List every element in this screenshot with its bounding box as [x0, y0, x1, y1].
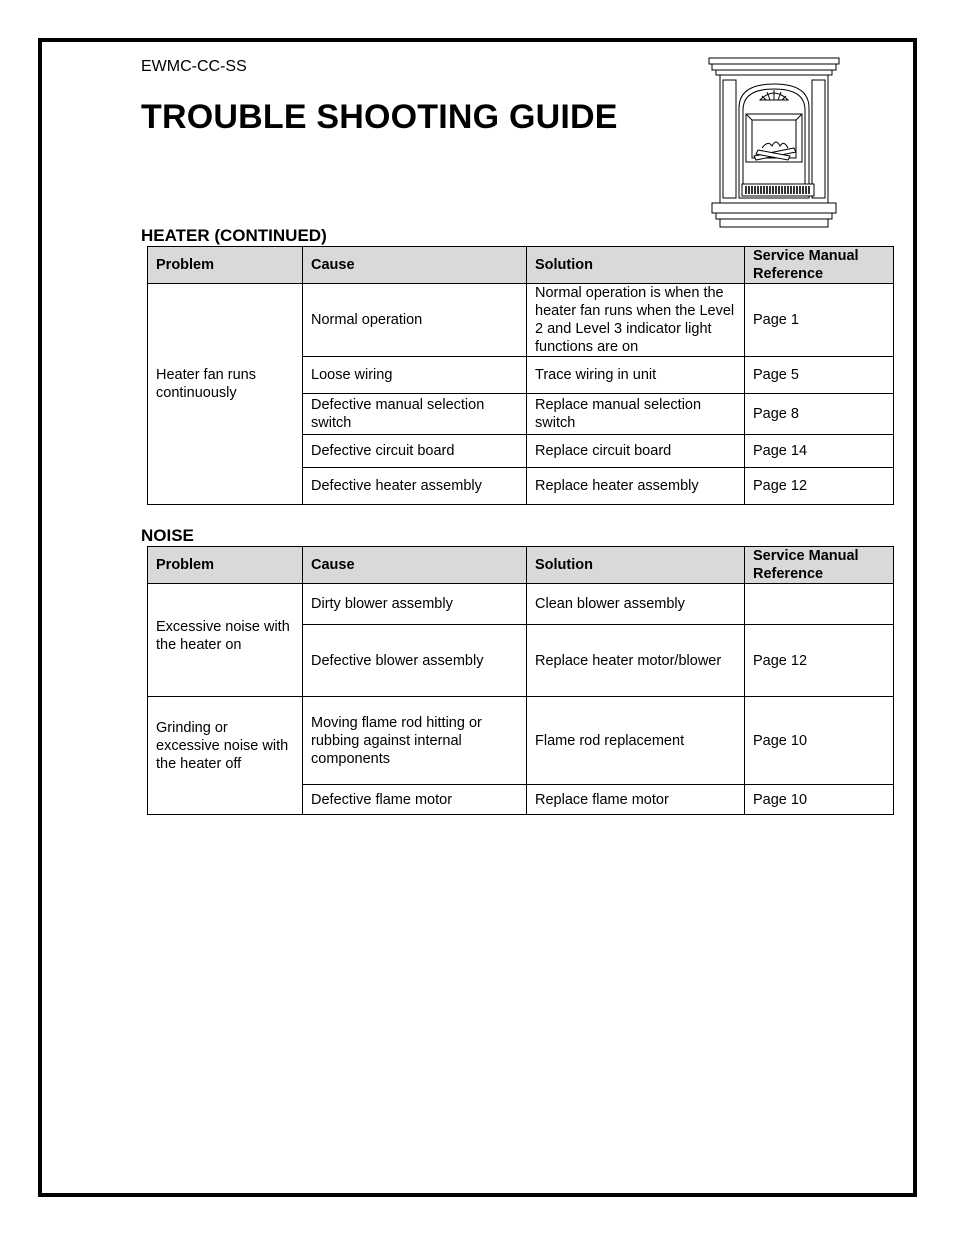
problem-cell: Grinding or excessive noise with the heater off [148, 697, 303, 815]
reference-cell: Page 10 [745, 785, 894, 815]
cause-cell: Defective flame motor [303, 785, 527, 815]
reference-cell: Page 14 [745, 435, 894, 468]
column-header-problem: Problem [148, 247, 303, 284]
problem-cell: Heater fan runs continuously [148, 284, 303, 505]
cause-cell: Normal operation [303, 284, 527, 357]
page-title: TROUBLE SHOOTING GUIDE [141, 98, 618, 136]
cause-cell: Loose wiring [303, 357, 527, 394]
solution-cell: Normal operation is when the heater fan runs when the Level 2 and Level 3 indicator light functions are on [527, 284, 745, 357]
cause-cell: Defective heater assembly [303, 468, 527, 505]
cause-cell: Defective manual selection switch [303, 394, 527, 435]
reference-cell: Page 12 [745, 625, 894, 697]
reference-cell: Page 10 [745, 697, 894, 785]
reference-cell: Page 8 [745, 394, 894, 435]
noise-section-title: NOISE [141, 526, 194, 545]
solution-cell: Replace circuit board [527, 435, 745, 468]
column-header-cause: Cause [303, 247, 527, 284]
solution-cell: Replace heater assembly [527, 468, 745, 505]
table-header-row [148, 247, 894, 284]
cause-cell: Moving flame rod hitting or rubbing against internal components [303, 697, 527, 785]
model-number: EWMC-CC-SS [141, 58, 247, 75]
column-header-solution: Solution [527, 247, 745, 284]
column-header-solution: Solution [527, 547, 745, 584]
reference-cell: Page 12 [745, 468, 894, 505]
reference-cell [745, 584, 894, 625]
heater-troubleshooting-table [147, 246, 894, 505]
table-row [148, 284, 894, 357]
problem-cell: Excessive noise with the heater on [148, 584, 303, 697]
noise-troubleshooting-table [147, 546, 894, 815]
heater-section-title: HEATER (CONTINUED) [141, 226, 327, 245]
solution-cell: Trace wiring in unit [527, 357, 745, 394]
column-header-problem: Problem [148, 547, 303, 584]
electric-fireplace-illustration [706, 56, 842, 230]
cause-cell: Defective blower assembly [303, 625, 527, 697]
solution-cell: Replace flame motor [527, 785, 745, 815]
cause-cell: Defective circuit board [303, 435, 527, 468]
cause-cell: Dirty blower assembly [303, 584, 527, 625]
table-row [148, 584, 894, 625]
column-header-reference: Service Manual Reference [745, 247, 894, 284]
column-header-reference: Service Manual Reference [745, 547, 894, 584]
table-row [148, 697, 894, 785]
solution-cell: Replace heater motor/blower [527, 625, 745, 697]
column-header-cause: Cause [303, 547, 527, 584]
reference-cell: Page 5 [745, 357, 894, 394]
table-header-row [148, 547, 894, 584]
solution-cell: Clean blower assembly [527, 584, 745, 625]
solution-cell: Flame rod replacement [527, 697, 745, 785]
reference-cell: Page 1 [745, 284, 894, 357]
solution-cell: Replace manual selection switch [527, 394, 745, 435]
